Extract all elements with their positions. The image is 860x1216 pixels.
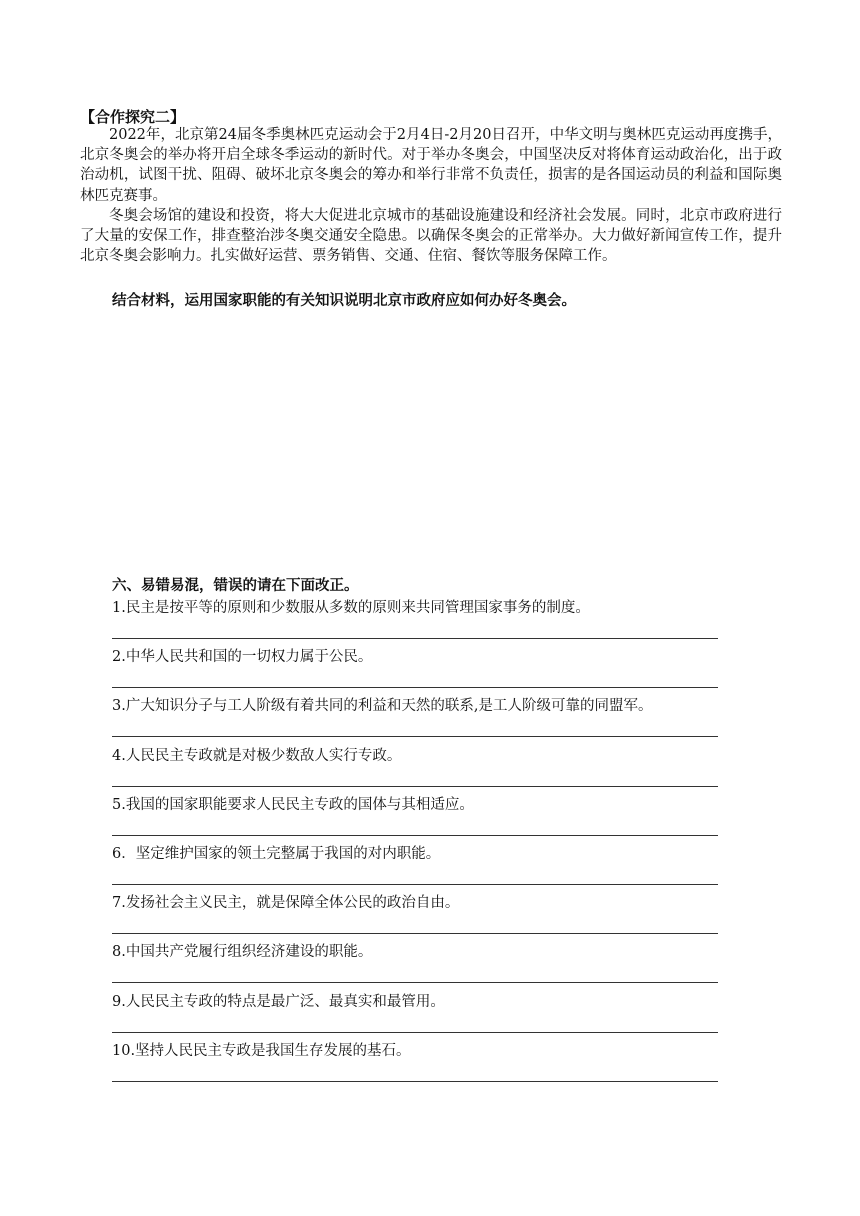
- answer-line[interactable]: [112, 835, 718, 836]
- correction-list: [112, 596, 718, 1088]
- statement-text: 3.广大知识分子与工人阶级有着共同的利益和天然的联系,是工人阶级可靠的同盟军。: [112, 698, 653, 715]
- statement-text: 10.坚持人民民主专政是我国生存发展的基石。: [112, 1042, 411, 1059]
- material-paragraph: 冬奥会场馆的建设和投资，将大大促进北京城市的基础设施建设和经济社会发展。同时，北京市政府进行了大量的安保工作，排查整治涉冬奥交通安全隐患。以确保冬奥会的正常举办。大力做好新闻宣传工作，提升北京冬奥会影响力。扎实做好运营、票务销售、交通、住宿、餐饮等服务保障工作。: [80, 207, 782, 265]
- correction-item: [112, 793, 718, 842]
- correction-item: [112, 694, 718, 743]
- answer-line[interactable]: [112, 982, 718, 983]
- question-prompt: 结合材料，运用国家职能的有关知识说明北京市政府应如何办好冬奥会。: [112, 293, 576, 309]
- material-text: [80, 125, 782, 266]
- statement-text: 6．坚定维护国家的领土完整属于我国的对内职能。: [112, 845, 441, 862]
- statement-text: 4.人民民主专政就是对极少数敌人实行专政。: [112, 747, 402, 764]
- correction-item: [112, 990, 718, 1039]
- correction-item: [112, 645, 718, 694]
- answer-line[interactable]: [112, 1032, 718, 1033]
- statement-text: 2.中华人民共和国的一切权力属于公民。: [112, 649, 373, 666]
- answer-line[interactable]: [112, 1081, 718, 1082]
- material-paragraph: 2022年，北京第24届冬季奥林匹克运动会于2月4日-2月20日召开，中华文明与奥林匹克运动再度携手，北京冬奥会的举办将开启全球冬季运动的新时代。对于举办冬奥会，中国坚决反对将体育运动政治化，出于政治动机，试图干扰、阻碍、破坏北京冬奥会的筹办和举行非常不负责任，损害的是各国运动员的利益和国际奥林匹克赛事。: [80, 127, 782, 204]
- correction-item: [112, 596, 718, 645]
- section-title: 【合作探究二】: [80, 108, 186, 126]
- correction-item: [112, 842, 718, 891]
- statement-text: 9.人民民主专政的特点是最广泛、最真实和最管用。: [112, 993, 445, 1010]
- errors-section-title: 六、易错易混，错误的请在下面改正。: [112, 578, 359, 594]
- answer-line[interactable]: [112, 933, 718, 934]
- correction-item: [112, 940, 718, 989]
- correction-item: [112, 1039, 718, 1088]
- answer-line[interactable]: [112, 884, 718, 885]
- statement-text: 7.发扬社会主义民主，就是保障全体公民的政治自由。: [112, 895, 460, 912]
- statement-text: 8.中国共产党履行组织经济建设的职能。: [112, 944, 373, 961]
- correction-item: [112, 744, 718, 793]
- answer-line[interactable]: [112, 736, 718, 737]
- statement-text: 5.我国的国家职能要求人民民主专政的国体与其相适应。: [112, 796, 474, 813]
- statement-text: 1.民主是按平等的原则和少数服从多数的原则来共同管理国家事务的制度。: [112, 600, 590, 616]
- answer-line[interactable]: [112, 638, 718, 639]
- answer-line[interactable]: [112, 687, 718, 688]
- correction-item: [112, 891, 718, 940]
- answer-line[interactable]: [112, 786, 718, 787]
